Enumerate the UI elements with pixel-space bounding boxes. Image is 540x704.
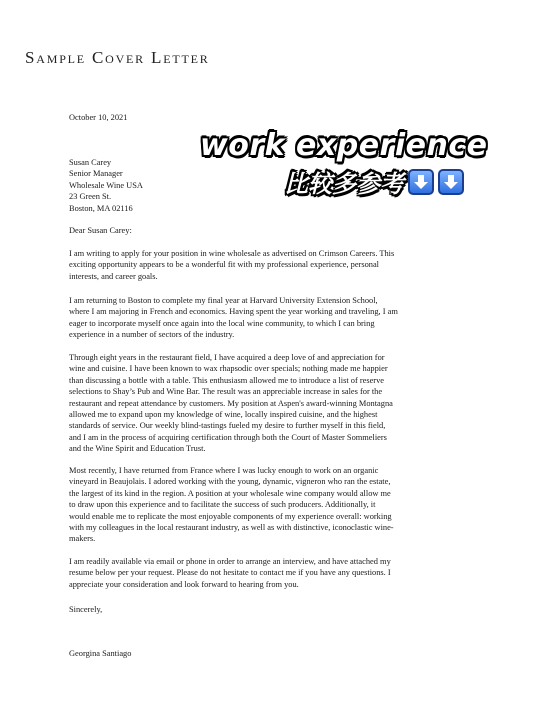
down-arrow-icon [408,169,434,195]
text-line: where I am majoring in French and economics. Having spent the year working and traveling, I am [69,307,398,317]
text-line: selections to Shay’s Pub and Wine Bar. The result was an appreciable increase in sales for the [69,387,383,397]
text-line: Through eight years in the restaurant field, I have acquired a deep love of and appreciation for [69,353,385,362]
overlay-caption-chinese-row [284,164,464,199]
text-line: makers. [69,534,96,544]
text-line: to draw upon this experience and to facilitate the success of such producers. Additionally, it [69,500,376,510]
text-line: interests, and career goals. [69,271,158,281]
closing: Sincerely, [69,605,103,614]
text-line: exciting opportunity appears to be a wonderful fit with my professional experience, personal [69,260,380,270]
overlay-caption-english: work experience [200,128,488,163]
text-line: Most recently, I have returned from France where I was lucky enough to work on an organic [69,466,379,475]
text-line: wine and cuisine. I have been known to wax rhapsodic over specials; nothing made me happier [69,364,388,374]
paragraph-2 [69,295,469,341]
paragraph-4 [69,465,469,545]
address-line: Senior Manager [69,169,123,179]
text-line: than discussing a bottle with a table. This enthusiasm allowed me to introduce a list of reserve [69,375,384,385]
overlay-caption-chinese: 比较多参考 [284,170,404,198]
text-line: restaurant and repeat attendance by customers. My position at Aspen's award-winning Montagna [69,398,393,408]
text-line: and the Wine Spirit and Education Trust. [69,444,206,454]
address-line: Susan Carey [69,158,112,167]
text-line: resume below per your request. Please do not hesitate to contact me if you have any questions. I [69,568,391,578]
text-line: I am readily available via email or phone in order to arrange an interview, and have attached my [69,557,391,566]
text-line: vineyard in Beaujolais. I adored working with the young, dynamic, vigneron who ran the estate, [69,477,391,487]
letter-date: October 10, 2021 [69,113,128,122]
paragraph-1 [69,248,469,282]
document-title: Sample Cover Letter [25,48,210,67]
text-line: allowed me to expand upon my knowledge of wine, locally inspired cuisine, and the highest [69,410,378,420]
down-arrow-icon [438,169,464,195]
salutation: Dear Susan Carey: [69,226,132,235]
text-line: appreciate your consideration and look forward to hearing from you. [69,579,299,589]
text-line: standards of service. Our weekly blind-tastings fueled my desire to further myself in this field, [69,421,386,431]
text-line: would enable me to replicate the most enjoyable components of my experience overall: working [69,511,392,521]
text-line: the largest of its kind in the region. A position at your wholesale wine company would allow me [69,488,391,498]
text-line: I am writing to apply for your position in wine wholesale as advertised on Crimson Careers. This [69,249,395,258]
paragraph-5 [69,556,469,590]
address-line: Boston, MA 02116 [69,203,133,213]
paragraph-3 [69,352,469,455]
address-line: Wholesale Wine USA [69,180,143,190]
text-line: I am returning to Boston to complete my final year at Harvard University Extension School, [69,296,378,305]
text-line: experience in a number of sectors of the industry. [69,330,235,340]
address-line: 23 Green St. [69,192,112,202]
text-line: with my colleagues in the local restaurant industry, as well as with distinctive, iconoclastic wine- [69,523,394,533]
text-line: and I am in the process of acquiring certification through both the Court of Master Sommeliers [69,432,387,442]
signature-name: Georgina Santiago [69,649,132,658]
text-line: eager to incorporate myself once again into the local wine community, to which I can bring [69,318,375,328]
